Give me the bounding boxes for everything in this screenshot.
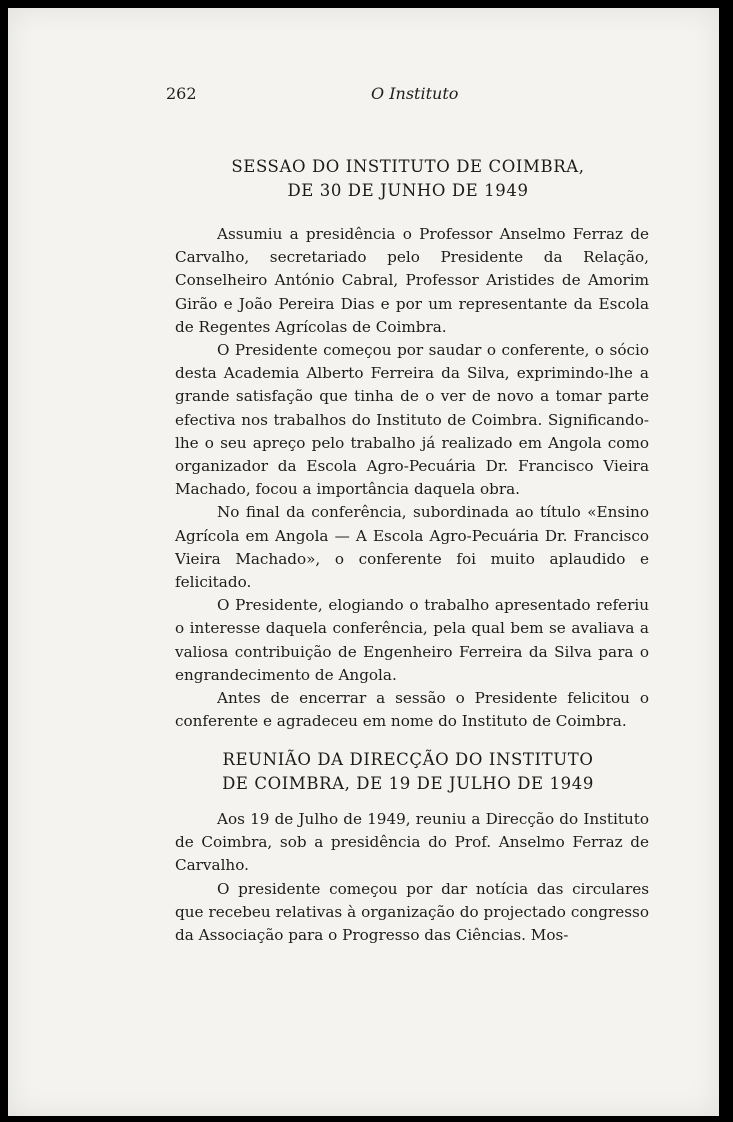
paragraph: Antes de encerrar a sessão o Presidente felicitou o conferente e agradeceu em nome do Instituto de Coimbra. (175, 689, 649, 731)
paragraph: No final da conferência, subordinada ao título «Ensino Agrícola em Angola — A Escola Agro-Pecuária Dr. Francisco Vieira Machado», o conferente foi muito aplaudido e felicitado. (175, 503, 649, 592)
section1-heading (148, 155, 668, 203)
page-number: 262 (166, 84, 197, 103)
page-header (166, 84, 646, 108)
section1-heading-line2: DE 30 DE JUNHO DE 1949 (287, 181, 529, 200)
paragraph: O Presidente, elogiando o trabalho apresentado referiu o interesse daquela conferência, pela qual bem se avaliava a valiosa contribuição de Engenheiro Ferreira da Silva para o engrandecimento de Angola. (175, 596, 649, 684)
running-title: O Instituto (371, 84, 459, 103)
section2-body (175, 808, 649, 947)
document-page (8, 8, 719, 1116)
section1-heading-line1: SESSAO DO INSTITUTO DE COIMBRA, (231, 157, 585, 176)
section2-heading (148, 748, 668, 796)
paragraph: Aos 19 de Julho de 1949, reuniu a Direcção do Instituto de Coimbra, sob a presidência do Prof. Anselmo Ferraz de Carvalho. (175, 810, 649, 875)
paragraph: O Presidente começou por saudar o conferente, o sócio desta Academia Alberto Ferreira da Silva, exprimindo-lhe a grande satisfação que tinha de o ver de novo a tomar parte efectiva nos trabalhos do Instituto de Coimbra. Significando-lhe o seu apreço pelo trabalho já realizado em Angola como organizador da Escola Agro-Pecuária Dr. Francisco Vieira Machado, focou a importância daquela obra. (175, 341, 649, 499)
section2-heading-line1: REUNIÃO DA DIRECÇÃO DO INSTITUTO (222, 750, 594, 769)
paragraph: O presidente começou por dar notícia das circulares que recebeu relativas à organização do projectado congresso da Associação para o Progresso das Ciências. Mos- (175, 879, 649, 945)
section1-body (175, 223, 649, 733)
section2-heading-line2: DE COIMBRA, DE 19 DE JULHO DE 1949 (222, 774, 594, 793)
paragraph: Assumiu a presidência o Professor Anselmo Ferraz de Carvalho, secretariado pelo Presidente da Relação, Conselheiro António Cabral, Professor Aristides de Amorim Girão e João Pereira Dias e por um representante da Escola de Regentes Agrícolas de Coimbra. (175, 225, 649, 336)
